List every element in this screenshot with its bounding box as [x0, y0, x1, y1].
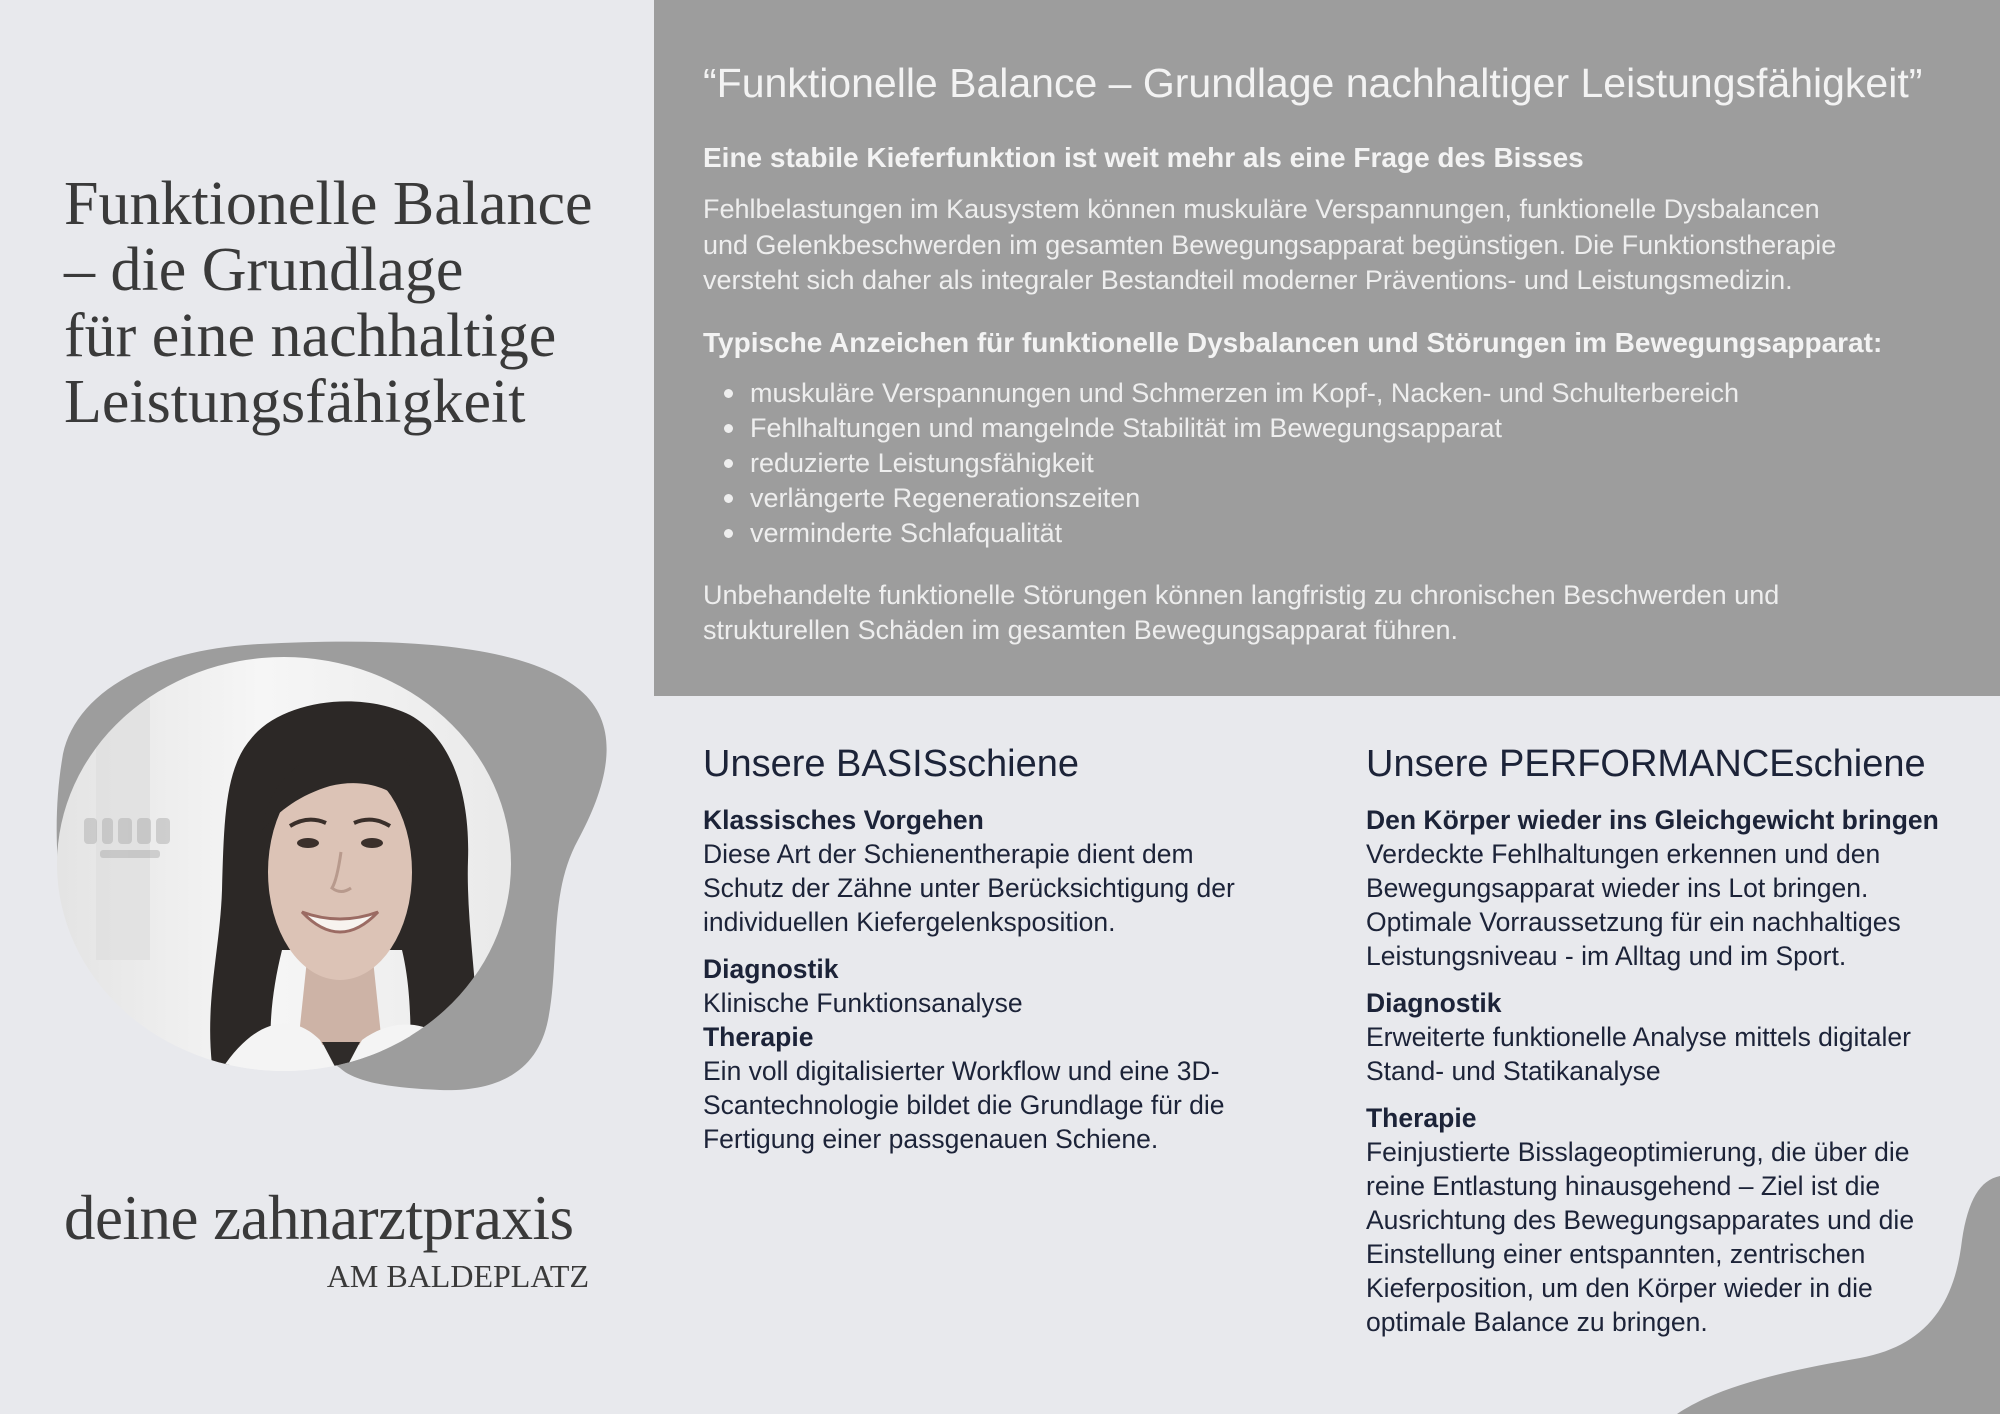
intro-subheading: Eine stabile Kieferfunktion ist weit mehr als eine Frage des Bisses — [703, 142, 1584, 173]
list-item: reduzierte Leistungsfähigkeit — [750, 446, 2000, 481]
basis-section-therapy — [703, 1020, 1333, 1156]
list-item: Fehlhaltungen und mangelnde Stabilität im Bewegungsapparat — [750, 411, 2000, 446]
section-title: Therapie — [703, 1022, 814, 1052]
eye-right — [361, 838, 383, 848]
basis-heading: Unsere BASISschiene — [703, 743, 1079, 785]
section-text: Ein voll digitalisierter Workflow und eine 3D- Scantechnologie bildet die Grundlage für die Fertigung einer passgenauen Schiene. — [703, 1056, 1225, 1154]
signs-heading: Typische Anzeichen für funktionelle Dysbalancen und Störungen im Bewegungsapparat: — [703, 326, 1883, 358]
intro-panel — [654, 0, 2000, 696]
section-text: Diese Art der Schienentherapie dient dem Schutz der Zähne unter Berücksichtigung der individuellen Kiefergelenksposition. — [703, 839, 1235, 937]
eye-left — [297, 838, 319, 848]
section-text: Erweiterte funktionelle Analyse mittels digitaler Stand- und Statikanalyse — [1366, 1022, 1911, 1086]
basis-section-approach — [703, 803, 1333, 939]
performance-heading: Unsere PERFORMANCEschiene — [1366, 743, 1926, 785]
section-title: Therapie — [1366, 1103, 1477, 1133]
performance-section-balance — [1366, 803, 1991, 973]
section-title: Den Körper wieder ins Gleichgewicht bringen — [1366, 805, 1939, 835]
list-item: muskuläre Verspannungen und Schmerzen im Kopf-, Nacken- und Schulterbereich — [750, 376, 2000, 411]
signs-list — [703, 376, 2000, 551]
section-title: Diagnostik — [1366, 988, 1502, 1018]
basis-column — [703, 742, 1333, 1169]
section-title: Klassisches Vorgehen — [703, 805, 984, 835]
page-title: Funktionelle Balance – die Grundlage für eine nachhaltige Leistungsfähigkeit — [64, 170, 593, 436]
intro-quote: “Funktionelle Balance – Grundlage nachhaltiger Leistungsfähigkeit” — [703, 60, 1923, 106]
performance-column — [1366, 742, 1991, 1352]
basis-section-diagnostics — [703, 952, 1333, 1020]
list-item: verminderte Schlafqualität — [750, 516, 2000, 551]
logo-wordmark: deine zahnarztpraxis — [64, 1183, 574, 1253]
intro-paragraph: Fehlbelastungen im Kausystem können muskuläre Verspannungen, funktionelle Dysbalancen und Gelenkbeschwerden im gesamten Bewegungsapparat begünstigen. Die Funktionstherapie versteht sich daher als integraler Bestandteil moderner Präventions- und Leistungsmedizin. — [703, 194, 1837, 295]
section-text: Feinjustierte Bisslageoptimierung, die über die reine Entlastung hinausgehend – Ziel ist die Ausrichtung des Bewegungsapparates und die Einstellung einer entspannten, zentrischen Kieferposition, um den Körper wieder in die optimale Balance zu bringen. — [1366, 1137, 1915, 1337]
performance-section-therapy — [1366, 1101, 1991, 1339]
section-text: Klinische Funktionsanalyse — [703, 988, 1023, 1018]
performance-section-diagnostics — [1366, 986, 1991, 1088]
practice-logo — [64, 1180, 589, 1296]
logo-location: AM BALDEPLATZ — [326, 1258, 589, 1294]
section-title: Diagnostik — [703, 954, 839, 984]
list-item: verlängerte Regenerationszeiten — [750, 481, 2000, 516]
intro-closing: Unbehandelte funktionelle Störungen können langfristig zu chronischen Beschwerden und strukturellen Schäden im gesamten Bewegungsapparat führen. — [703, 579, 1780, 645]
section-text: Verdeckte Fehlhaltungen erkennen und den Bewegungsapparat wieder ins Lot bringen. Optimale Vorraussetzung für ein nachhaltiges Leistungsniveau - im Alltag und im Sport. — [1366, 839, 1901, 971]
